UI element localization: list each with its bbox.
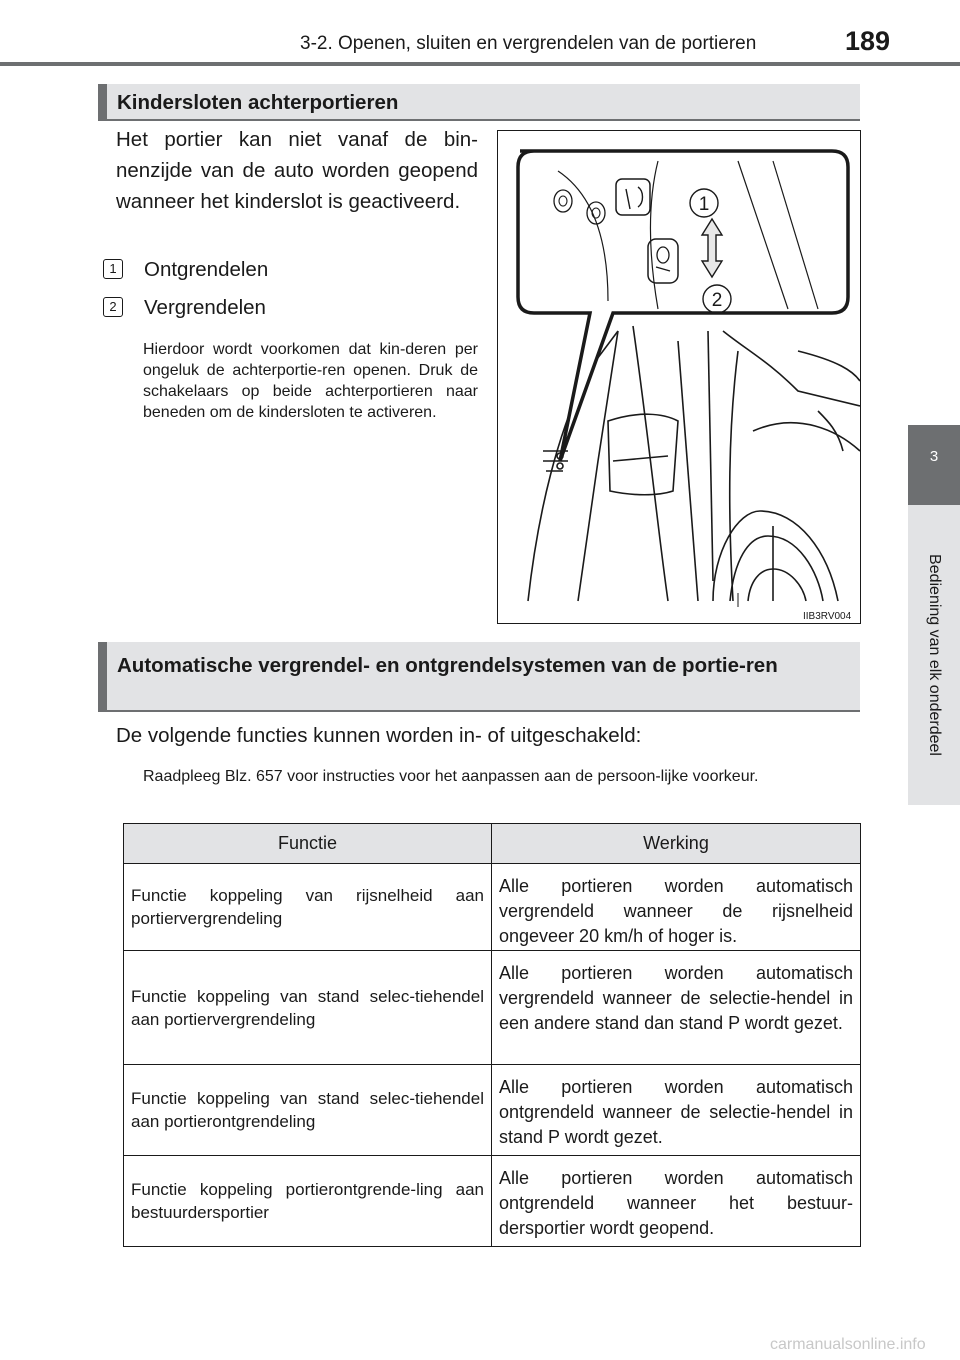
item-number-badge: 1 bbox=[103, 259, 123, 279]
table-row bbox=[124, 1065, 861, 1156]
item-label: Ontgrendelen bbox=[144, 258, 269, 281]
table-cell-operation: Alle portieren worden automatisch ontgrendeld wanneer de selectie-hendel in stand P wordt gezet. bbox=[492, 1065, 861, 1156]
item-label: Vergrendelen bbox=[144, 296, 266, 319]
auto-lock-lead: De volgende functies kunnen worden in- of uitgeschakeld: bbox=[116, 724, 642, 747]
section-running-title: 3-2. Openen, sluiten en vergrendelen van de portieren bbox=[300, 33, 757, 54]
table-row bbox=[124, 951, 861, 1065]
table-header-row bbox=[124, 824, 861, 864]
page-number: 189 bbox=[845, 26, 891, 56]
site-watermark: carmanualsonline.info bbox=[770, 1336, 926, 1353]
illustration-code: IIB3RV004 bbox=[803, 611, 852, 622]
column-header-function: Functie bbox=[124, 824, 492, 864]
child-lock-intro: Het portier kan niet vanaf de bin-nenzijde van de auto worden geopend wanneer het kinderslot is geactiveerd. bbox=[116, 128, 478, 213]
item-number-badge: 2 bbox=[103, 297, 123, 317]
rear-door-drawing bbox=[498, 131, 860, 623]
list-item-unlock bbox=[103, 258, 269, 282]
table-cell-function: Functie koppeling van stand selec-tiehendel aan portiervergrendeling bbox=[124, 951, 492, 1065]
auto-lock-note: Raadpleeg Blz. 657 voor instructies voor het aanpassen aan de persoon-lijke voorkeur. bbox=[143, 768, 759, 785]
table-cell-function: Functie koppeling portierontgrende-ling aan bestuurdersportier bbox=[124, 1156, 492, 1247]
section-heading-auto-lock: Automatische vergrendel- en ontgrendelsystemen van de portie-ren bbox=[98, 642, 860, 712]
child-lock-note: Hierdoor wordt voorkomen dat kin-deren per ongeluk de achterportie-ren openen. Druk de schakelaars op beide achterportieren naar beneden om de kindersloten te activeren. bbox=[143, 341, 478, 421]
callout-1: 1 bbox=[698, 194, 710, 215]
header-divider bbox=[0, 62, 960, 66]
table-cell-operation: Alle portieren worden automatisch vergrendeld wanneer de selectie-hendel in een andere stand dan stand P wordt gezet. bbox=[492, 951, 861, 1065]
child-lock-illustration bbox=[497, 130, 861, 624]
chapter-label: Bediening van elk onderdeel bbox=[926, 554, 943, 756]
table-cell-operation: Alle portieren worden automatisch vergrendeld wanneer de rijsnelheid ongeveer 20 km/h of hoger is. bbox=[492, 864, 861, 951]
chapter-number: 3 bbox=[929, 448, 939, 465]
chapter-tab-marker bbox=[908, 425, 960, 505]
section-heading-child-locks: Kindersloten achterportieren bbox=[98, 84, 860, 121]
function-table bbox=[123, 823, 861, 1247]
table-row bbox=[124, 1156, 861, 1247]
callout-2: 2 bbox=[711, 290, 723, 311]
table-cell-function: Functie koppeling van rijsnelheid aan portiervergrendeling bbox=[124, 864, 492, 951]
table-cell-operation: Alle portieren worden automatisch ontgrendeld wanneer het bestuur-dersportier wordt geopend. bbox=[492, 1156, 861, 1247]
column-header-operation: Werking bbox=[492, 824, 861, 864]
list-item-lock bbox=[103, 296, 266, 320]
table-row bbox=[124, 864, 861, 951]
table-cell-function: Functie koppeling van stand selec-tiehendel aan portierontgrendeling bbox=[124, 1065, 492, 1156]
